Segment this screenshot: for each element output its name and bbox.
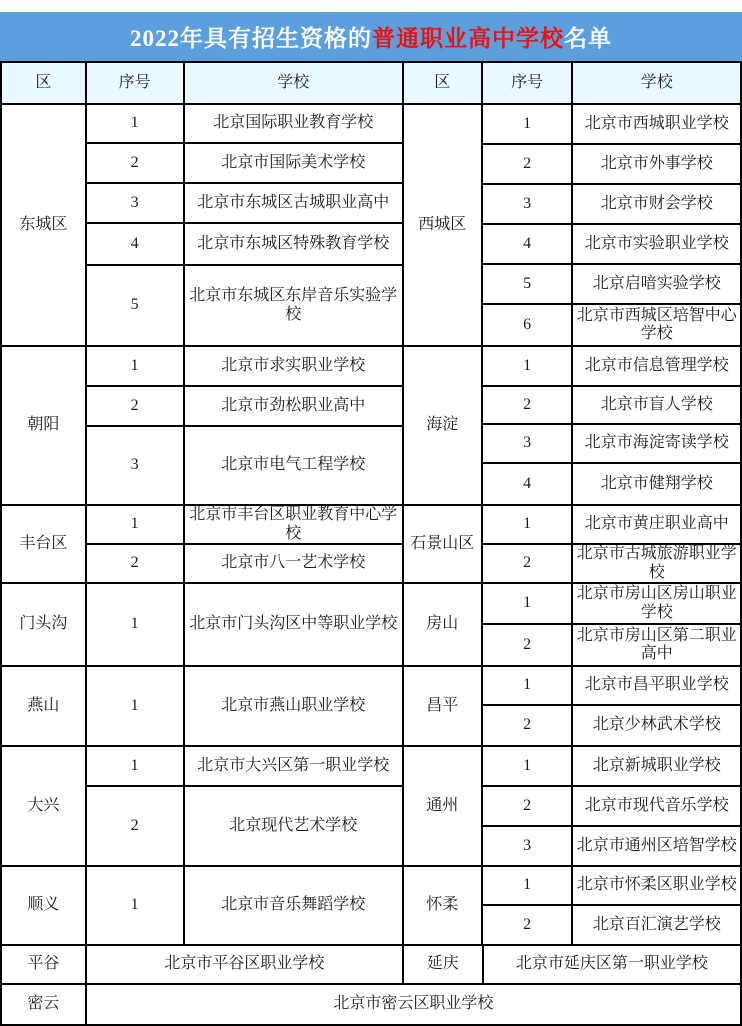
district-cell: 房山 <box>403 583 482 666</box>
index-cell: 1 <box>482 104 573 144</box>
index-cell: 3 <box>482 424 573 463</box>
index-cell: 3 <box>86 183 184 223</box>
school-cell: 北京市通州区培智学校 <box>572 826 741 866</box>
table-row <box>1 746 403 786</box>
school-cell: 北京市丰台区职业教育中心学校 <box>184 505 403 544</box>
index-cell: 4 <box>482 463 573 505</box>
index-cell: 2 <box>86 786 184 866</box>
index-cell: 2 <box>482 144 573 184</box>
index-cell: 1 <box>86 583 184 666</box>
school-cell: 北京市西城职业学校 <box>572 104 741 144</box>
table-row <box>1 505 403 544</box>
school-cell: 北京市求实职业学校 <box>184 346 403 386</box>
column-header-index: 序号 <box>86 62 184 104</box>
table-row <box>1 666 403 746</box>
header-row <box>1 62 403 104</box>
title-prefix: 2022年具有招生资格的 <box>130 26 372 51</box>
school-cell: 北京市盲人学校 <box>572 386 741 424</box>
index-cell: 1 <box>482 666 573 705</box>
index-cell: 1 <box>86 666 184 746</box>
header-row <box>403 62 741 104</box>
school-cell: 北京启喑实验学校 <box>572 264 741 304</box>
column-header-school: 学校 <box>572 62 741 104</box>
index-cell: 1 <box>86 346 184 386</box>
school-cell: 北京市信息管理学校 <box>572 346 741 386</box>
index-cell: 1 <box>482 346 573 386</box>
table-row <box>1 346 403 386</box>
index-cell: 2 <box>482 905 573 945</box>
index-cell: 2 <box>86 544 184 583</box>
district-cell: 怀柔 <box>403 866 482 945</box>
table-row <box>403 104 741 144</box>
table-row <box>403 746 741 786</box>
school-cell: 北京市怀柔区职业学校 <box>572 866 741 905</box>
table-row <box>1 945 741 984</box>
index-cell: 1 <box>86 746 184 786</box>
table-row <box>403 666 741 705</box>
bottom-row-pinggu-yanqing <box>0 944 742 985</box>
school-cell: 北京市电气工程学校 <box>184 426 403 505</box>
index-cell: 1 <box>86 505 184 544</box>
school-cell: 北京国际职业教育学校 <box>184 104 403 143</box>
title-bar <box>0 12 742 61</box>
table-row <box>403 505 741 544</box>
district-cell: 大兴 <box>1 746 86 866</box>
school-cell: 北京市东城区特殊教育学校 <box>184 223 403 265</box>
district-cell: 朝阳 <box>1 346 86 505</box>
school-cell: 北京现代艺术学校 <box>184 786 403 866</box>
index-cell: 4 <box>86 223 184 265</box>
district-cell: 昌平 <box>403 666 482 746</box>
school-cell: 北京市平谷区职业学校 <box>86 945 403 984</box>
school-cell: 北京市东城区古城职业高中 <box>184 183 403 223</box>
index-cell: 2 <box>482 624 573 666</box>
index-cell: 5 <box>86 265 184 346</box>
school-cell: 北京市延庆区第一职业学校 <box>483 945 741 984</box>
school-cell: 北京市海淀寄读学校 <box>572 424 741 463</box>
column-header-district: 区 <box>1 62 86 104</box>
index-cell: 3 <box>482 826 573 866</box>
school-cell: 北京市燕山职业学校 <box>184 666 403 746</box>
district-cell: 石景山区 <box>403 505 482 583</box>
title-suffix: 名单 <box>564 26 612 51</box>
index-cell: 1 <box>482 505 573 544</box>
school-cell: 北京市八一艺术学校 <box>184 544 403 583</box>
index-cell: 2 <box>482 386 573 424</box>
index-cell: 1 <box>482 583 573 624</box>
district-cell: 东城区 <box>1 104 86 346</box>
district-cell: 顺义 <box>1 866 86 945</box>
index-cell: 2 <box>482 705 573 746</box>
district-cell: 密云 <box>1 984 86 1025</box>
district-cell: 通州 <box>403 746 482 866</box>
column-header-school: 学校 <box>184 62 403 104</box>
table-row <box>403 346 741 386</box>
school-cell: 北京市西城区培智中心学校 <box>572 304 741 346</box>
index-cell: 1 <box>482 866 573 905</box>
index-cell: 3 <box>86 426 184 505</box>
index-cell: 2 <box>86 143 184 183</box>
index-cell: 2 <box>482 786 573 826</box>
district-cell: 延庆 <box>403 945 483 984</box>
index-cell: 1 <box>482 746 573 786</box>
school-table-right <box>402 61 742 946</box>
school-cell: 北京市健翔学校 <box>572 463 741 505</box>
school-cell: 北京少林武术学校 <box>572 705 741 746</box>
school-cell: 北京市现代音乐学校 <box>572 786 741 826</box>
bottom-row-miyun <box>0 983 742 1026</box>
column-header-district: 区 <box>403 62 482 104</box>
index-cell: 1 <box>86 104 184 143</box>
index-cell: 2 <box>482 544 573 583</box>
index-cell: 1 <box>86 866 184 945</box>
school-cell: 北京新城职业学校 <box>572 746 741 786</box>
district-cell: 丰台区 <box>1 505 86 583</box>
district-cell: 海淀 <box>403 346 482 505</box>
school-cell: 北京市密云区职业学校 <box>86 984 741 1025</box>
table-row <box>1 104 403 143</box>
school-cell: 北京市大兴区第一职业学校 <box>184 746 403 786</box>
school-cell: 北京市古城旅游职业学校 <box>572 544 741 583</box>
school-cell: 北京市财会学校 <box>572 184 741 224</box>
index-cell: 6 <box>482 304 573 346</box>
school-cell: 北京百汇演艺学校 <box>572 905 741 945</box>
index-cell: 5 <box>482 264 573 304</box>
school-cell: 北京市外事学校 <box>572 144 741 184</box>
district-cell: 西城区 <box>403 104 482 346</box>
column-header-index: 序号 <box>482 62 573 104</box>
title-highlight: 普通职业高中学校 <box>372 26 564 51</box>
school-cell: 北京市国际美术学校 <box>184 143 403 183</box>
school-cell: 北京市昌平职业学校 <box>572 666 741 705</box>
index-cell: 3 <box>482 184 573 224</box>
table-row <box>1 984 741 1025</box>
school-cell: 北京市实验职业学校 <box>572 224 741 264</box>
table-row <box>403 866 741 905</box>
school-cell: 北京市房山区房山职业学校 <box>572 583 741 624</box>
table-row <box>1 866 403 945</box>
school-table-left <box>0 61 404 946</box>
index-cell: 2 <box>86 386 184 426</box>
district-cell: 平谷 <box>1 945 86 984</box>
district-cell: 门头沟 <box>1 583 86 666</box>
school-cell: 北京市门头沟区中等职业学校 <box>184 583 403 666</box>
district-cell: 燕山 <box>1 666 86 746</box>
school-cell: 北京市劲松职业高中 <box>184 386 403 426</box>
school-cell: 北京市黄庄职业高中 <box>572 505 741 544</box>
table-area <box>0 61 742 946</box>
table-row <box>403 583 741 624</box>
school-cell: 北京市音乐舞蹈学校 <box>184 866 403 945</box>
page-title <box>130 20 612 53</box>
page <box>0 12 742 1026</box>
index-cell: 4 <box>482 224 573 264</box>
school-cell: 北京市房山区第二职业高中 <box>572 624 741 666</box>
school-cell: 北京市东城区东岸音乐实验学校 <box>184 265 403 346</box>
table-row <box>1 583 403 666</box>
